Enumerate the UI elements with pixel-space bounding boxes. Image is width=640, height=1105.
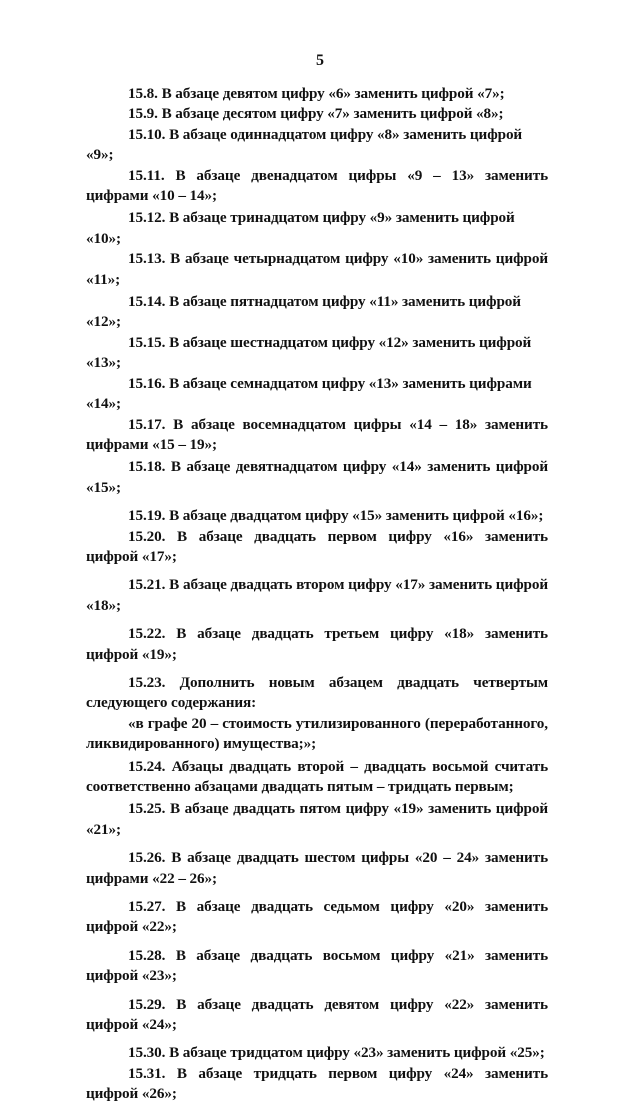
- paragraph-15-21: 15.21. В абзаце двадцать втором цифру «17» заменить цифрой «18»;: [86, 576, 548, 614]
- paragraph-15-8: 15.8. В абзаце девятом цифру «6» заменить цифрой «7»;: [128, 85, 505, 102]
- paragraph-15-25: 15.25. В абзаце двадцать пятом цифру «19» заменить цифрой «21»;: [86, 800, 548, 838]
- paragraph-15-20: 15.20. В абзаце двадцать первом цифру «16» заменить цифрой «17»;: [86, 527, 548, 565]
- paragraph-15-9: 15.9. В абзаце десятом цифру «7» заменить цифрой «8»;: [128, 105, 504, 123]
- paragraph-15-15: 15.15. В абзаце шестнадцатом цифру «12» заменить цифрой «13»;: [86, 333, 532, 372]
- paragraph-15-27: 15.27. В абзаце двадцать седьмом цифру «20» заменить цифрой «22»;: [86, 898, 548, 936]
- paragraph-15-17: 15.17. В абзаце восемнадцатом цифры «14 – 18» заменить цифрами «15 – 19»;: [86, 415, 548, 453]
- paragraph-15-31: 15.31. В абзаце тридцать первом цифру «24» заменить цифрой «26»;: [86, 1064, 548, 1103]
- page-number: 5: [316, 52, 324, 69]
- paragraph-15-18: 15.18. В абзаце девятнадцатом цифру «14» заменить цифрой «15»;: [86, 458, 548, 496]
- paragraph-15-23-quote: «в графе 20 – стоимость утилизированного (переработанного, ликвидированного) имущества;»;: [86, 714, 548, 753]
- paragraph-15-28: 15.28. В абзаце двадцать восьмом цифру «21» заменить цифрой «23»;: [86, 946, 548, 985]
- paragraph-15-10: 15.10. В абзаце одиннадцатом цифру «8» заменить цифрой «9»;: [86, 125, 523, 164]
- paragraph-15-19: 15.19. В абзаце двадцатом цифру «15» заменить цифрой «16»;: [128, 507, 544, 525]
- paragraph-15-14: 15.14. В абзаце пятнадцатом цифру «11» заменить цифрой «12»;: [86, 293, 521, 331]
- paragraph-15-11: 15.11. В абзаце двенадцатом цифры «9 – 13» заменить цифрами «10 – 14»;: [86, 166, 548, 205]
- document-body: [86, 84, 548, 1105]
- paragraph-15-12: 15.12. В абзаце тринадцатом цифру «9» заменить цифрой «10»;: [86, 209, 515, 247]
- paragraph-15-16: 15.16. В абзаце семнадцатом цифру «13» заменить цифрами «14»;: [86, 374, 532, 413]
- paragraph-15-23: 15.23. Дополнить новым абзацем двадцать четвертым следующего содержания:: [86, 673, 548, 712]
- paragraph-15-13: 15.13. В абзаце четырнадцатом цифру «10» заменить цифрой «11»;: [86, 250, 548, 288]
- paragraph-15-24: 15.24. Абзацы двадцать второй – двадцать восьмой считать соответственно абзацами двадцать пятым – тридцать первым;: [86, 757, 548, 795]
- paragraph-15-30: 15.30. В абзаце тридцатом цифру «23» заменить цифрой «25»;: [128, 1044, 545, 1062]
- paragraph-15-22: 15.22. В абзаце двадцать третьем цифру «18» заменить цифрой «19»;: [86, 625, 548, 663]
- paragraph-15-29: 15.29. В абзаце двадцать девятом цифру «22» заменить цифрой «24»;: [86, 995, 548, 1034]
- paragraph-15-26: 15.26. В абзаце двадцать шестом цифры «20 – 24» заменить цифрами «22 – 26»;: [86, 849, 548, 887]
